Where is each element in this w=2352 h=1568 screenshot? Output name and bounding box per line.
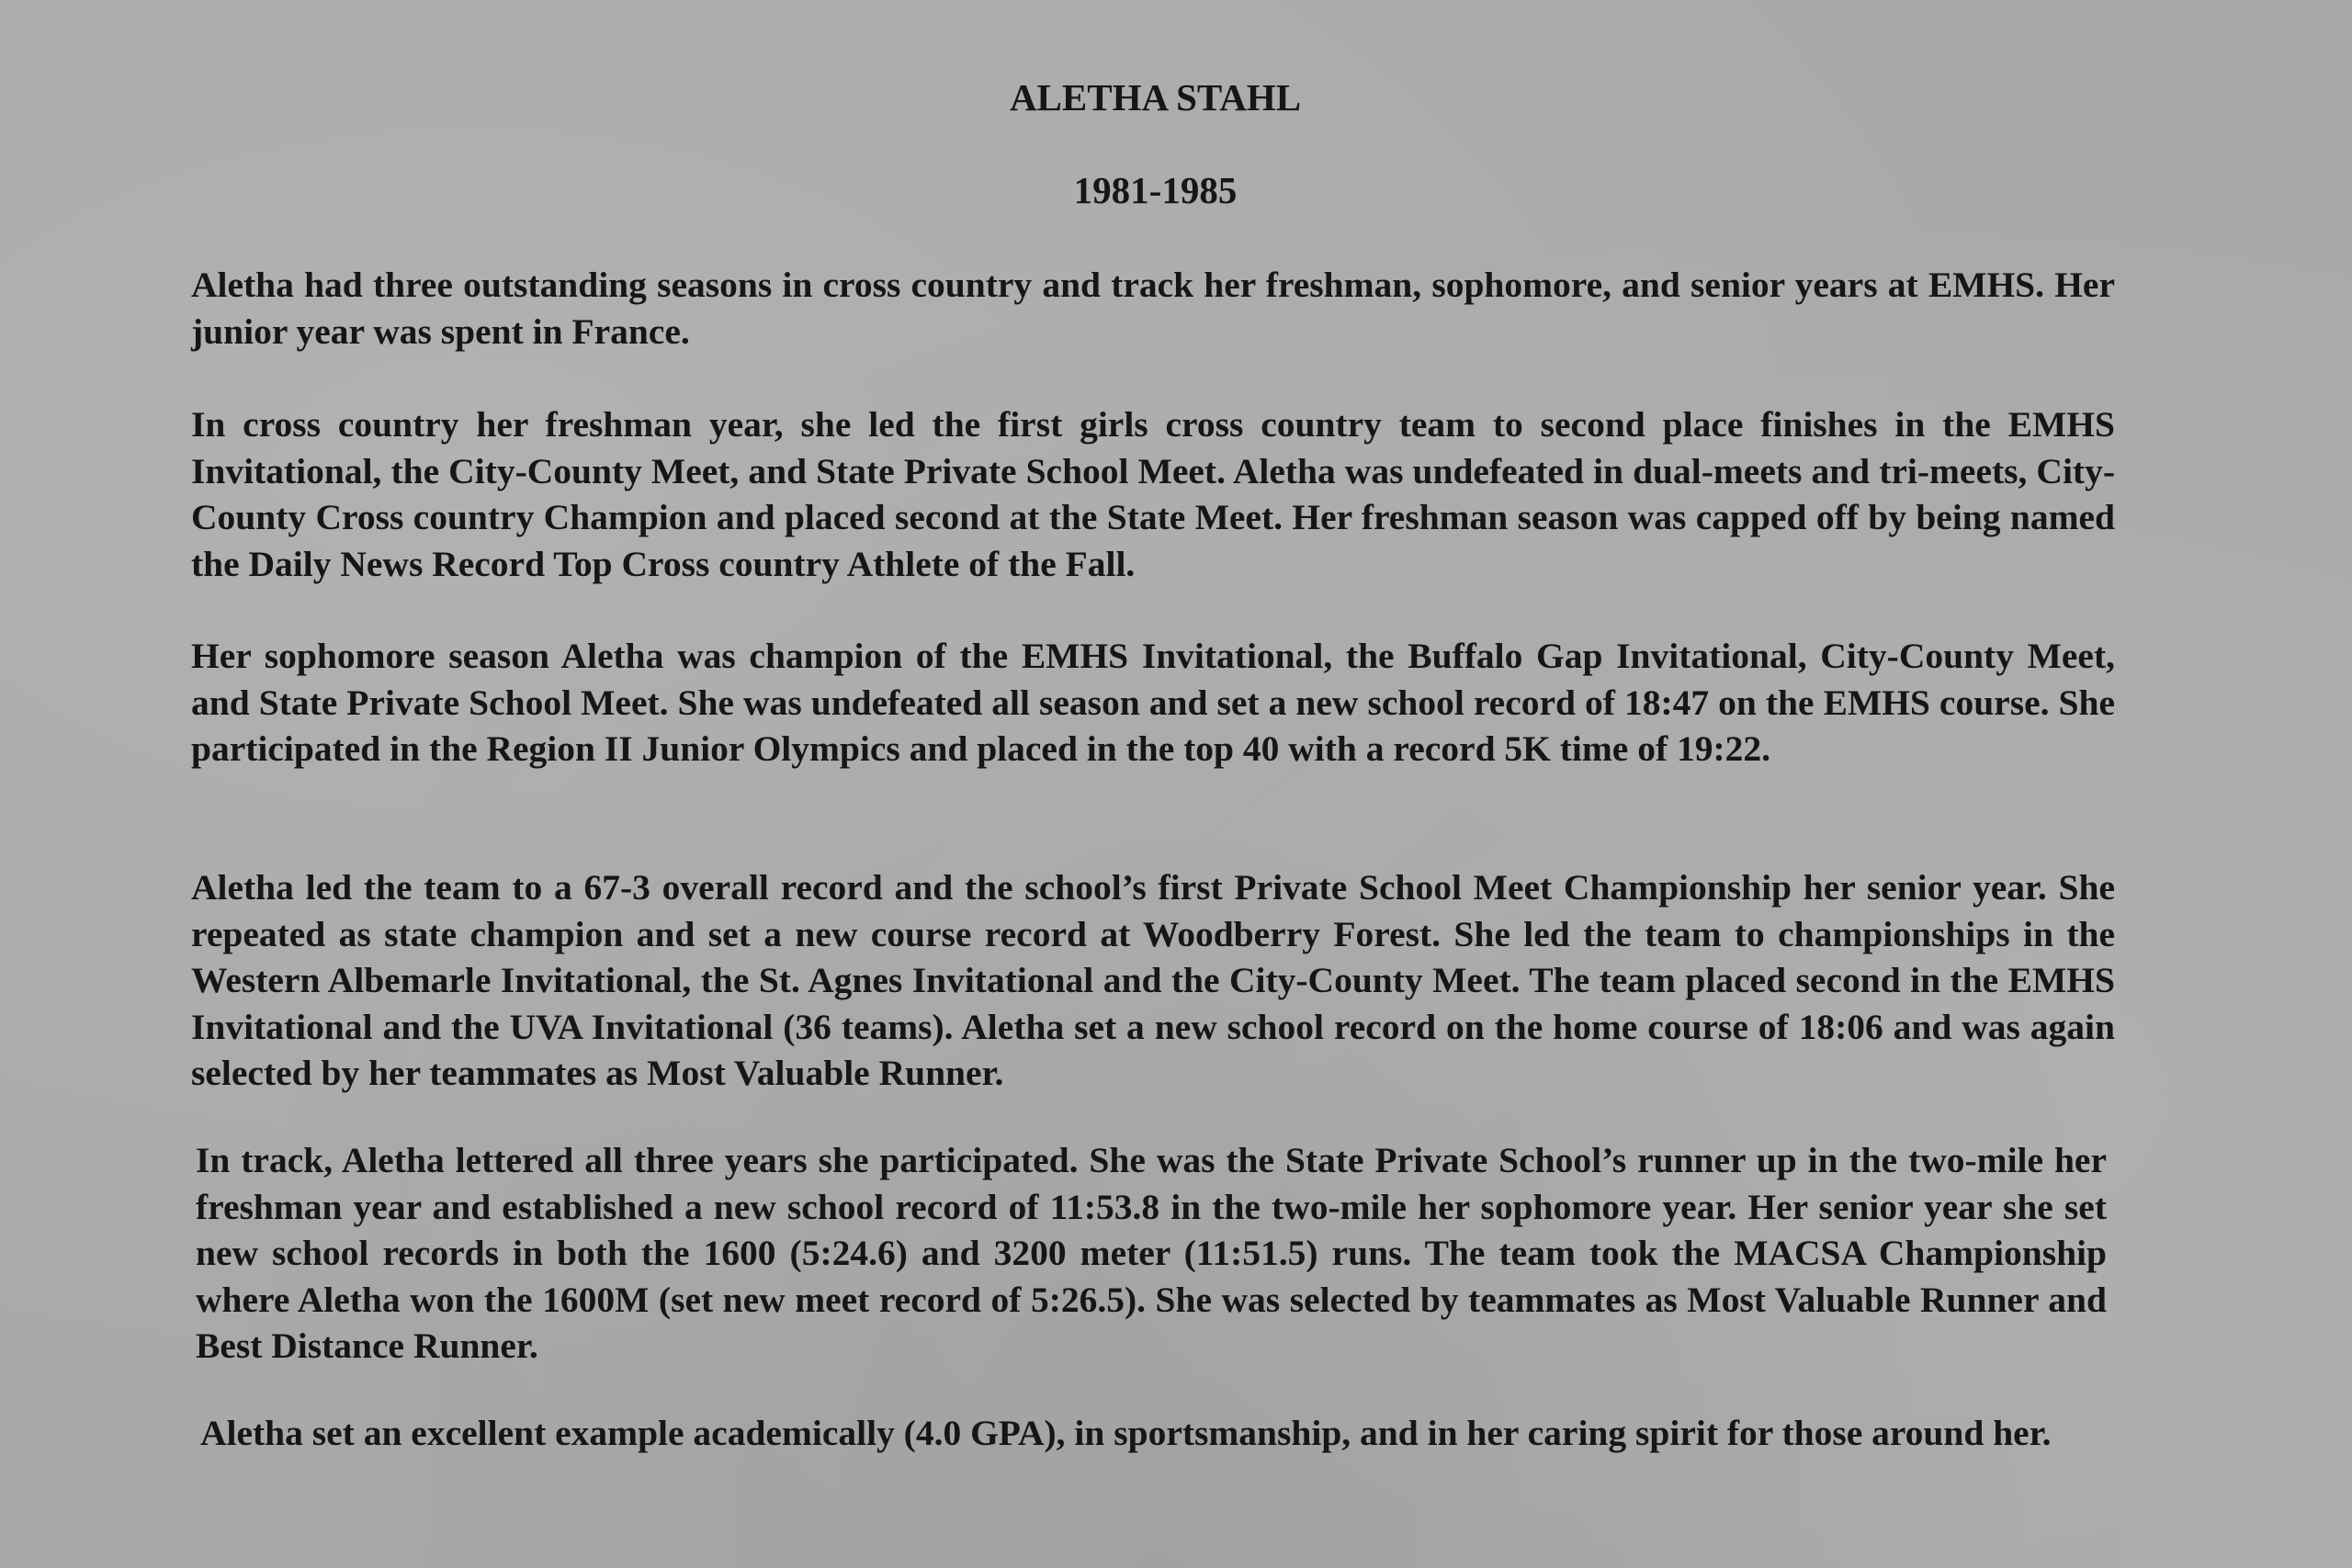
paragraph-academics: Aletha set an excellent example academically (4.0 GPA), in sportsmanship, and in her caring spirit for those around her. — [200, 1413, 2052, 1453]
paragraph-track: In track, Aletha lettered all three years she participated. She was the State Private School’s runner up in the two-mile her freshman year and established a new school record of 11:53.8 in the two-mile her sophomore year. Her senior year she set new school records in both the 1600 (5:24.6) and 3200 meter (11:51.5) runs. The team took the MACSA Championship where Aletha won the 1600M (set new meet record of 5:26.5). She was selected by teammates as Most Valuable Runner and Best Distance Runner. — [196, 1140, 2107, 1366]
document-title: ALETHA STAHL — [1009, 76, 1302, 118]
paragraph-intro: Aletha had three outstanding seasons in cross country and track her freshman, sophomore, and senior years at EMHS. Her junior year was spent in France. — [191, 265, 2115, 352]
document-years: 1981-1985 — [1073, 169, 1238, 211]
paragraph-senior-season: Aletha led the team to a 67-3 overall record and the school’s first Private School Meet Championship her senior year. She repeated as state champion and set a new course record at Woodberry Forest. She led the team to championships in the Western Albemarle Invitational, the St. Agnes Invitational and the City-County Meet. The team placed second in the EMHS Invitational and the UVA Invitational (36 teams). Aletha set a new school record on the home course of 18:06 and was again selected by her teammates as Most Valuable Runner. — [191, 867, 2115, 1093]
paragraph-freshman-cross-country: In cross country her freshman year, she led the first girls cross country team to second place finishes in the EMHS Invitational, the City-County Meet, and State Private School Meet. Aletha was undefeated in dual-meets and tri-meets, City-County Cross country Champion and placed second at the State Meet. Her freshman season was capped off by being named the Daily News Record Top Cross country Athlete of the Fall. — [191, 404, 2115, 584]
paragraph-sophomore-season: Her sophomore season Aletha was champion of the EMHS Invitational, the Buffalo Gap Invitational, City-County Meet, and State Private School Meet. She was undefeated all season and set a new school record of 18:47 on the EMHS course. She participated in the Region II Junior Olympics and placed in the top 40 with a record 5K time of 19:22. — [191, 636, 2115, 769]
